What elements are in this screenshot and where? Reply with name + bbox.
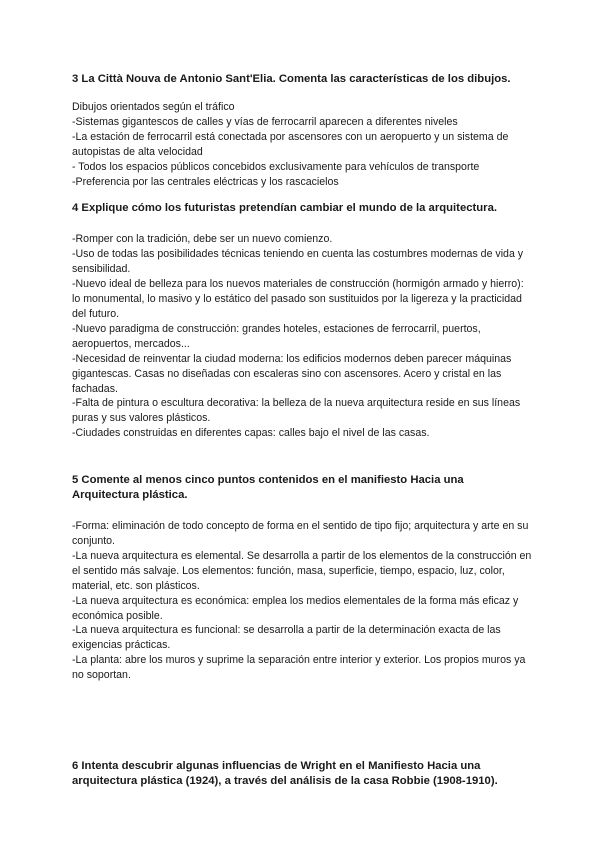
section-3-line: Dibujos orientados según el tráfico — [72, 101, 235, 113]
section-3-line: -La estación de ferrocarril está conectada por ascensores con un aeropuerto y un sistema de autopistas de alta velocidad — [72, 130, 509, 158]
section-4-line: -Nuevo paradigma de construcción: grandes hoteles, estaciones de ferrocarril, puertos, aeropuertos, mercados... — [72, 322, 481, 350]
section-4-line: -Romper con la tradición, debe ser un nuevo comienzo. — [72, 233, 333, 246]
section-4-body — [72, 232, 532, 441]
section-5-line: -La nueva arquitectura es económica: emplea los medios elementales de la forma más eficaz y económica posible. — [72, 594, 519, 622]
section-3-body — [72, 100, 532, 189]
section-5-line: -La nueva arquitectura es funcional: se desarrolla a partir de la determinación exacta de las exigencias prácticas. — [72, 624, 501, 652]
section-4-line: -Uso de todas las posibilidades técnicas teniendo en cuenta las costumbres modernas de vida y sensibilidad. — [72, 248, 524, 276]
section-4-line: -Nuevo ideal de belleza para los nuevos materiales de construcción (hormigón armado y hierro): lo monumental, lo masivo y lo estático del pasado son sustituidos por la ligereza y la practicidad del futuro. — [72, 278, 524, 320]
section-4-line: -Necesidad de reinventar la ciudad moderna: los edificios modernos deben parecer máquinas gigantescas. Casas no diseñadas con escaleras sino con ascensores. Acero y cristal en las fachadas. — [72, 352, 512, 395]
section-4-line: -Ciudades construidas en diferentes capas: calles bajo el nivel de las casas. — [72, 427, 430, 440]
section-3-line: - Todos los espacios públicos concebidos exclusivamente para vehículos de transporte — [72, 160, 480, 173]
section-5-line: -Forma: eliminación de todo concepto de forma en el sentido de tipo fijo; arquitectura y arte en su conjunto. — [72, 520, 529, 548]
section-3-line: -Preferencia por las centrales eléctricas y los rascacielos — [72, 175, 339, 188]
section-5-line: -La planta: abre los muros y suprime la separación entre interior y exterior. Los propios muros ya no soportan. — [72, 654, 526, 682]
section-3-line: -Sistemas gigantescos de calles y vías de ferrocarril aparecen a diferentes niveles — [72, 115, 458, 128]
section-5-heading: 5 Comente al menos cinco puntos contenidos en el manifiesto Hacia una Arquitectura plástica. — [72, 474, 464, 502]
section-4-line: -Falta de pintura o escultura decorativa: la belleza de la nueva arquitectura reside en sus líneas puras y sus valores plásticos. — [72, 397, 521, 425]
document-page — [72, 72, 532, 789]
section-4-heading: 4 Explique cómo los futuristas pretendían cambiar el mundo de la arquitectura. — [72, 202, 497, 215]
section-3-heading: 3 La Città Nouva de Antonio Sant'Elia. Comenta las características de los dibujos. — [72, 73, 511, 85]
section-5-body — [72, 519, 532, 683]
section-6-heading: 6 Intenta descubrir algunas influencias de Wright en el Manifiesto Hacia una arquitectura plástica (1924), a través del análisis de la casa Robbie (1908-1910). — [72, 760, 498, 788]
section-5-line: -La nueva arquitectura es elemental. Se desarrolla a partir de los elementos de la construcción en el sentido más salvaje. Los elementos: función, masa, superficie, tiempo, espacio, luz, color, material, etc. son plásticos. — [72, 549, 532, 592]
